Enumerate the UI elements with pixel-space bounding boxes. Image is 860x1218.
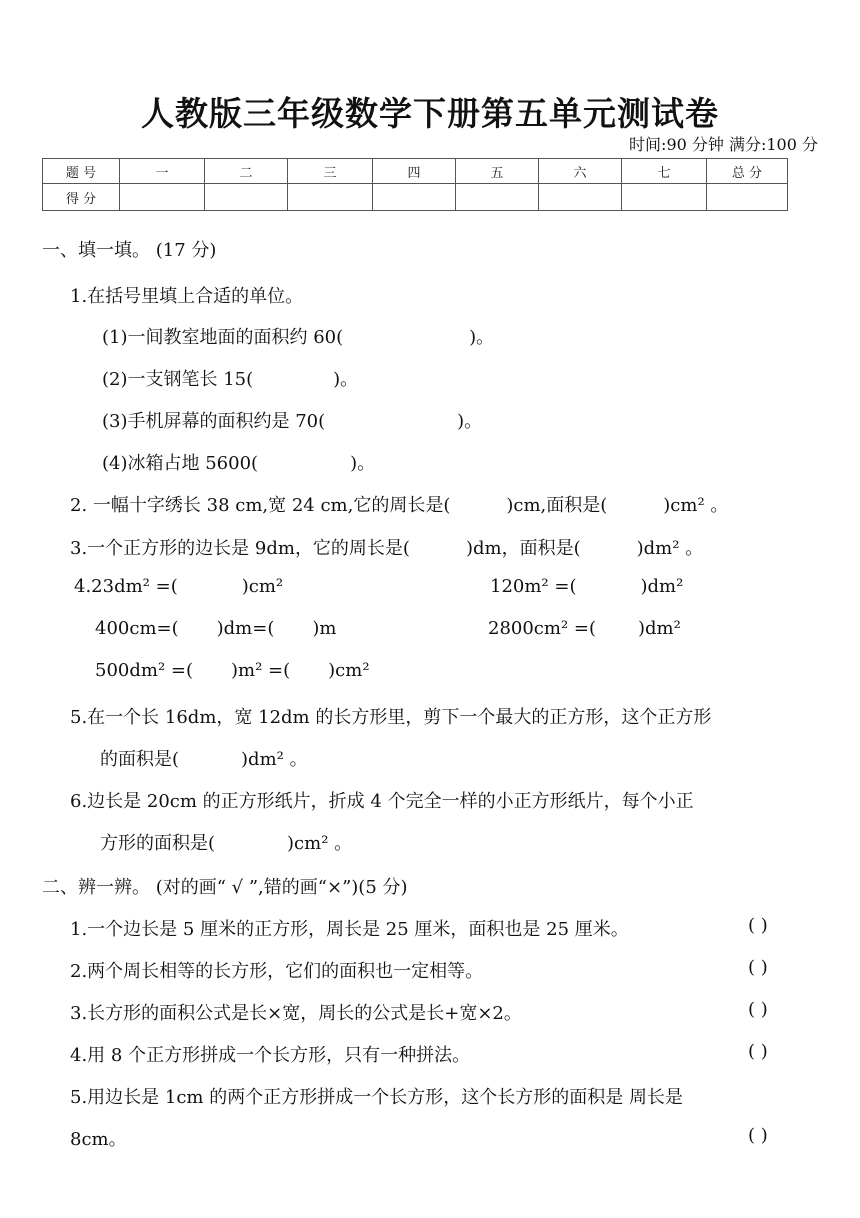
judge-item-4: 4.用 8 个正方形拼成一个长方形，只有一种拼法。 [70, 1045, 471, 1066]
q6-line-2: 方形的面积是( )cm² 。 [100, 833, 353, 854]
q1-stem: 1.在括号里填上合适的单位。 [70, 286, 304, 307]
judge-item-5-continued: 8cm。 [70, 1129, 127, 1150]
judge-answer-bracket[interactable]: ( ) [748, 1125, 768, 1146]
judge-answer-bracket[interactable]: ( ) [748, 957, 768, 978]
score-cell[interactable] [205, 184, 288, 211]
score-cell[interactable] [456, 184, 539, 211]
judge-answer-bracket[interactable]: ( ) [748, 999, 768, 1020]
q1-sub-3: (3)手机屏幕的面积约是 70( )。 [102, 411, 483, 432]
q4-e: 500dm² =( )m² =( )cm² [95, 660, 370, 681]
q4-d: 2800cm² =( )dm² [488, 618, 681, 639]
header-cell: 四 [373, 159, 456, 184]
score-cell[interactable] [622, 184, 707, 211]
q5-line-1: 5.在一个长 16dm，宽 12dm 的长方形里，剪下一个最大的正方形，这个正方形 [70, 707, 712, 728]
q4-c: 400cm=( )dm=( )m [95, 618, 337, 639]
q1-sub-1: (1)一间教室地面的面积约 60( )。 [102, 327, 495, 348]
page-title: 人教版三年级数学下册第五单元测试卷 [141, 94, 719, 133]
section-1-heading: 一、填一填。 (17 分) [42, 240, 217, 261]
judge-answer-bracket[interactable]: ( ) [748, 1041, 768, 1062]
score-cell[interactable] [120, 184, 205, 211]
q4-a: 4.23dm² =( )cm² [74, 576, 284, 597]
judge-answer-bracket[interactable]: ( ) [748, 915, 768, 936]
header-cell: 一 [120, 159, 205, 184]
section-2-heading: 二、辨一辨。 (对的画“ √ ”,错的画“×”)(5 分) [42, 877, 408, 898]
q1-sub-2: (2)一支钢笔长 15( )。 [102, 369, 359, 390]
exam-time-score-info: 时间:90 分钟 满分:100 分 [629, 135, 818, 154]
q5-line-2: 的面积是( )dm² 。 [100, 749, 308, 770]
q4-b: 120m² =( )dm² [490, 576, 684, 597]
row-label: 得 分 [43, 184, 120, 211]
q1-sub-4: (4)冰箱占地 5600( )。 [102, 453, 376, 474]
header-cell: 三 [288, 159, 373, 184]
header-cell: 二 [205, 159, 288, 184]
score-cell[interactable] [707, 184, 788, 211]
header-cell: 题 号 [43, 159, 120, 184]
header-cell: 七 [622, 159, 707, 184]
q2: 2. 一幅十字绣长 38 cm,宽 24 cm,它的周长是( )cm,面积是( )cm² 。 [70, 495, 729, 516]
score-cell[interactable] [539, 184, 622, 211]
judge-item-1: 1.一个边长是 5 厘米的正方形，周长是 25 厘米，面积也是 25 厘米。 [70, 919, 629, 940]
score-cell[interactable] [288, 184, 373, 211]
judge-item-3: 3.长方形的面积公式是长×宽，周长的公式是长+宽×2。 [70, 1003, 522, 1024]
judge-item-2: 2.两个周长相等的长方形，它们的面积也一定相等。 [70, 961, 484, 982]
header-cell: 总 分 [707, 159, 788, 184]
q6-line-1: 6.边长是 20cm 的正方形纸片，折成 4 个完全一样的小正方形纸片，每个小正 [70, 791, 694, 812]
score-cell[interactable] [373, 184, 456, 211]
score-table-header-row [43, 159, 788, 184]
header-cell: 五 [456, 159, 539, 184]
header-cell: 六 [539, 159, 622, 184]
q3: 3.一个正方形的边长是 9dm，它的周长是( )dm，面积是( )dm² 。 [70, 538, 704, 559]
score-table-score-row [43, 184, 788, 211]
judge-item-5: 5.用边长是 1cm 的两个正方形拼成一个长方形，这个长方形的面积是 周长是 [70, 1087, 683, 1108]
score-table [42, 158, 788, 211]
